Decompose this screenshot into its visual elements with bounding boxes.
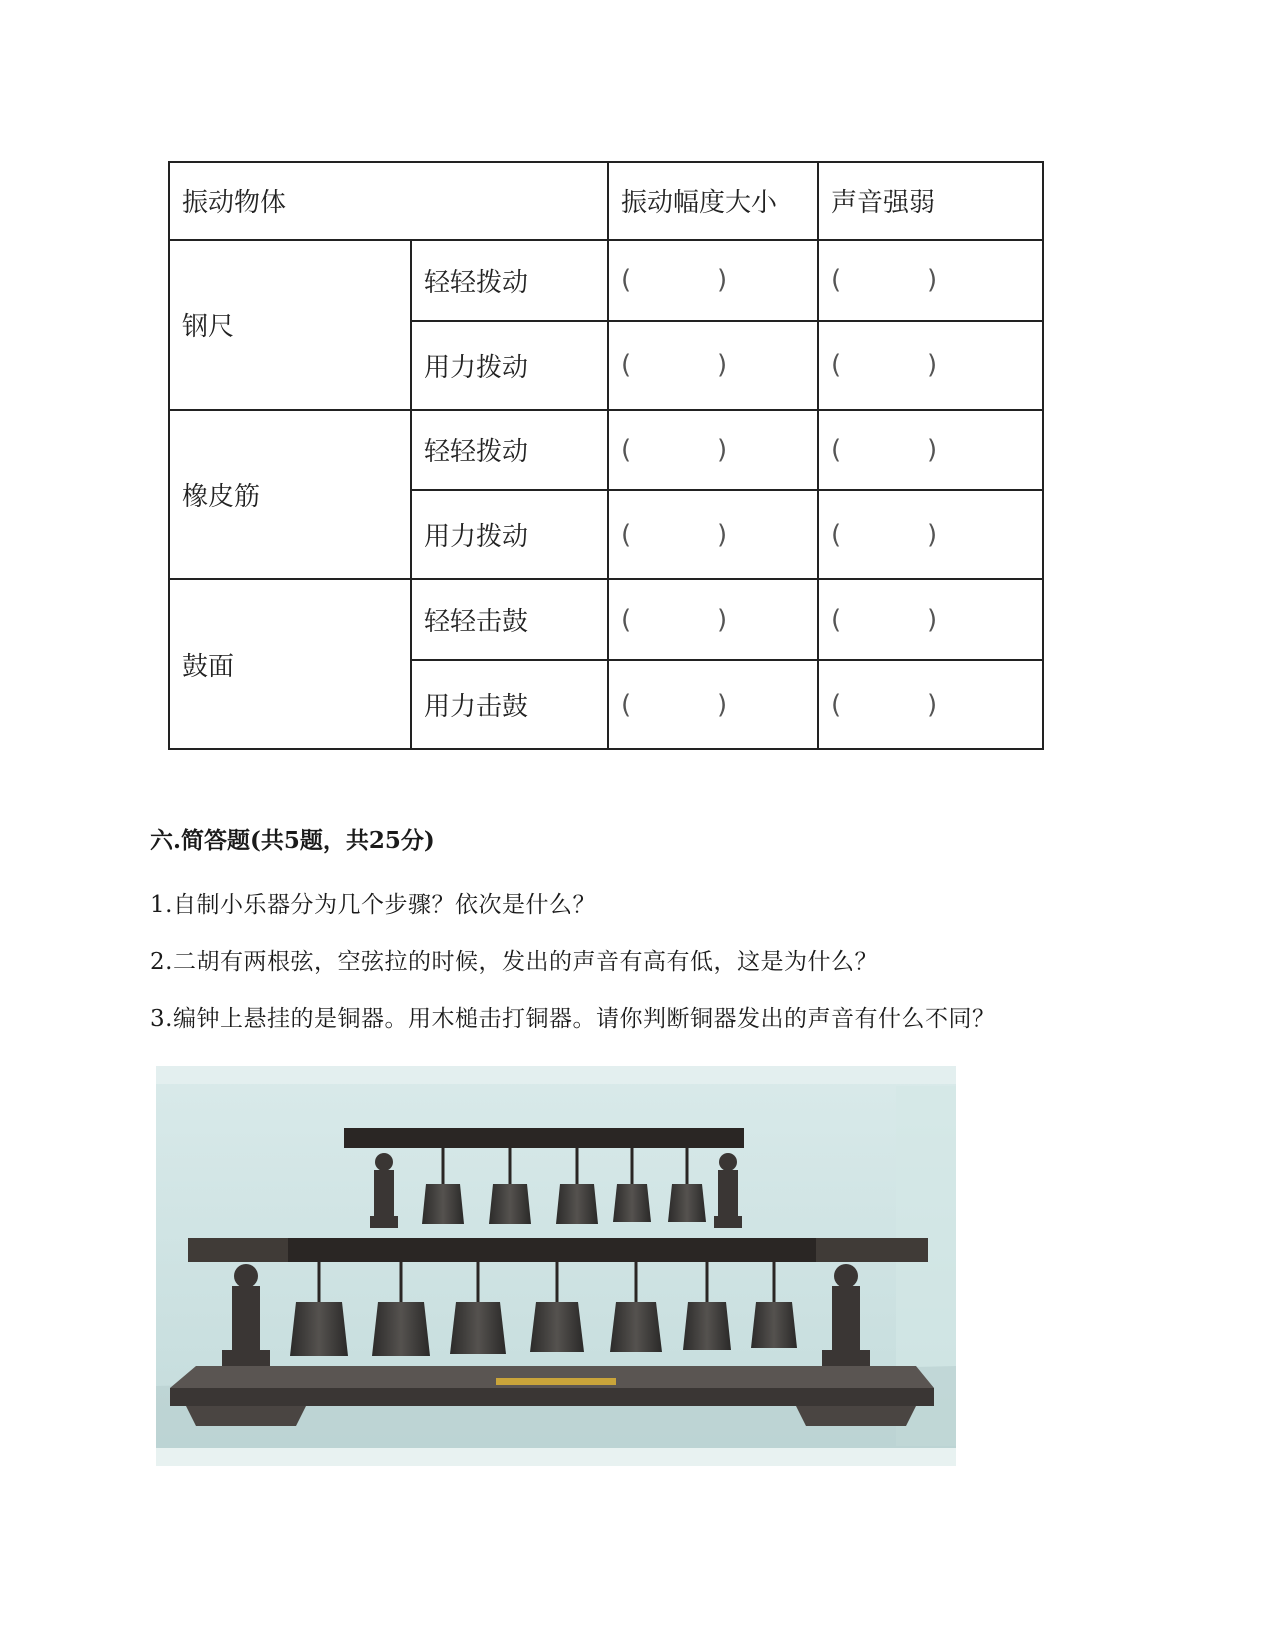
action-cell: 用力击鼓 bbox=[411, 660, 608, 749]
action-cell: 轻轻击鼓 bbox=[411, 579, 608, 660]
header-sound-strength: 声音强弱 bbox=[818, 162, 1043, 240]
section-title: 六.简答题(共5题，共25分) bbox=[150, 827, 435, 854]
chime-bells-photo bbox=[156, 1066, 956, 1466]
table-row bbox=[169, 240, 1043, 321]
answer-blank[interactable]: ( ) bbox=[818, 660, 1043, 749]
question-3: 3.编钟上悬挂的是铜器。用木槌击打铜器。请你判断铜器发出的声音有什么不同？ bbox=[150, 1006, 996, 1032]
question-1: 1.自制小乐器分为几个步骤？依次是什么？ bbox=[150, 892, 596, 918]
object-cell: 钢尺 bbox=[169, 240, 411, 410]
answer-blank[interactable]: ( ) bbox=[608, 240, 818, 321]
answer-blank[interactable]: ( ) bbox=[818, 579, 1043, 660]
table-row bbox=[169, 579, 1043, 660]
table-row bbox=[169, 410, 1043, 491]
answer-blank[interactable]: ( ) bbox=[818, 410, 1043, 491]
answer-blank[interactable]: ( ) bbox=[608, 321, 818, 410]
answer-blank[interactable]: ( ) bbox=[608, 660, 818, 749]
action-cell: 用力拨动 bbox=[411, 321, 608, 410]
answer-blank[interactable]: ( ) bbox=[818, 321, 1043, 410]
action-cell: 轻轻拨动 bbox=[411, 410, 608, 491]
action-cell: 用力拨动 bbox=[411, 490, 608, 579]
header-amplitude: 振动幅度大小 bbox=[608, 162, 818, 240]
plaque bbox=[496, 1378, 616, 1385]
answer-blank[interactable]: ( ) bbox=[608, 410, 818, 491]
question-2: 2.二胡有两根弦，空弦拉的时候，发出的声音有高有低，这是为什么？ bbox=[150, 949, 878, 975]
action-cell: 轻轻拨动 bbox=[411, 240, 608, 321]
answer-blank[interactable]: ( ) bbox=[818, 240, 1043, 321]
vibration-table bbox=[168, 161, 1044, 750]
answer-blank[interactable]: ( ) bbox=[608, 490, 818, 579]
answer-blank[interactable]: ( ) bbox=[818, 490, 1043, 579]
table-header-row bbox=[169, 162, 1043, 240]
object-cell: 橡皮筋 bbox=[169, 410, 411, 580]
object-cell: 鼓面 bbox=[169, 579, 411, 749]
header-vibrating-object: 振动物体 bbox=[169, 162, 608, 240]
answer-blank[interactable]: ( ) bbox=[608, 579, 818, 660]
